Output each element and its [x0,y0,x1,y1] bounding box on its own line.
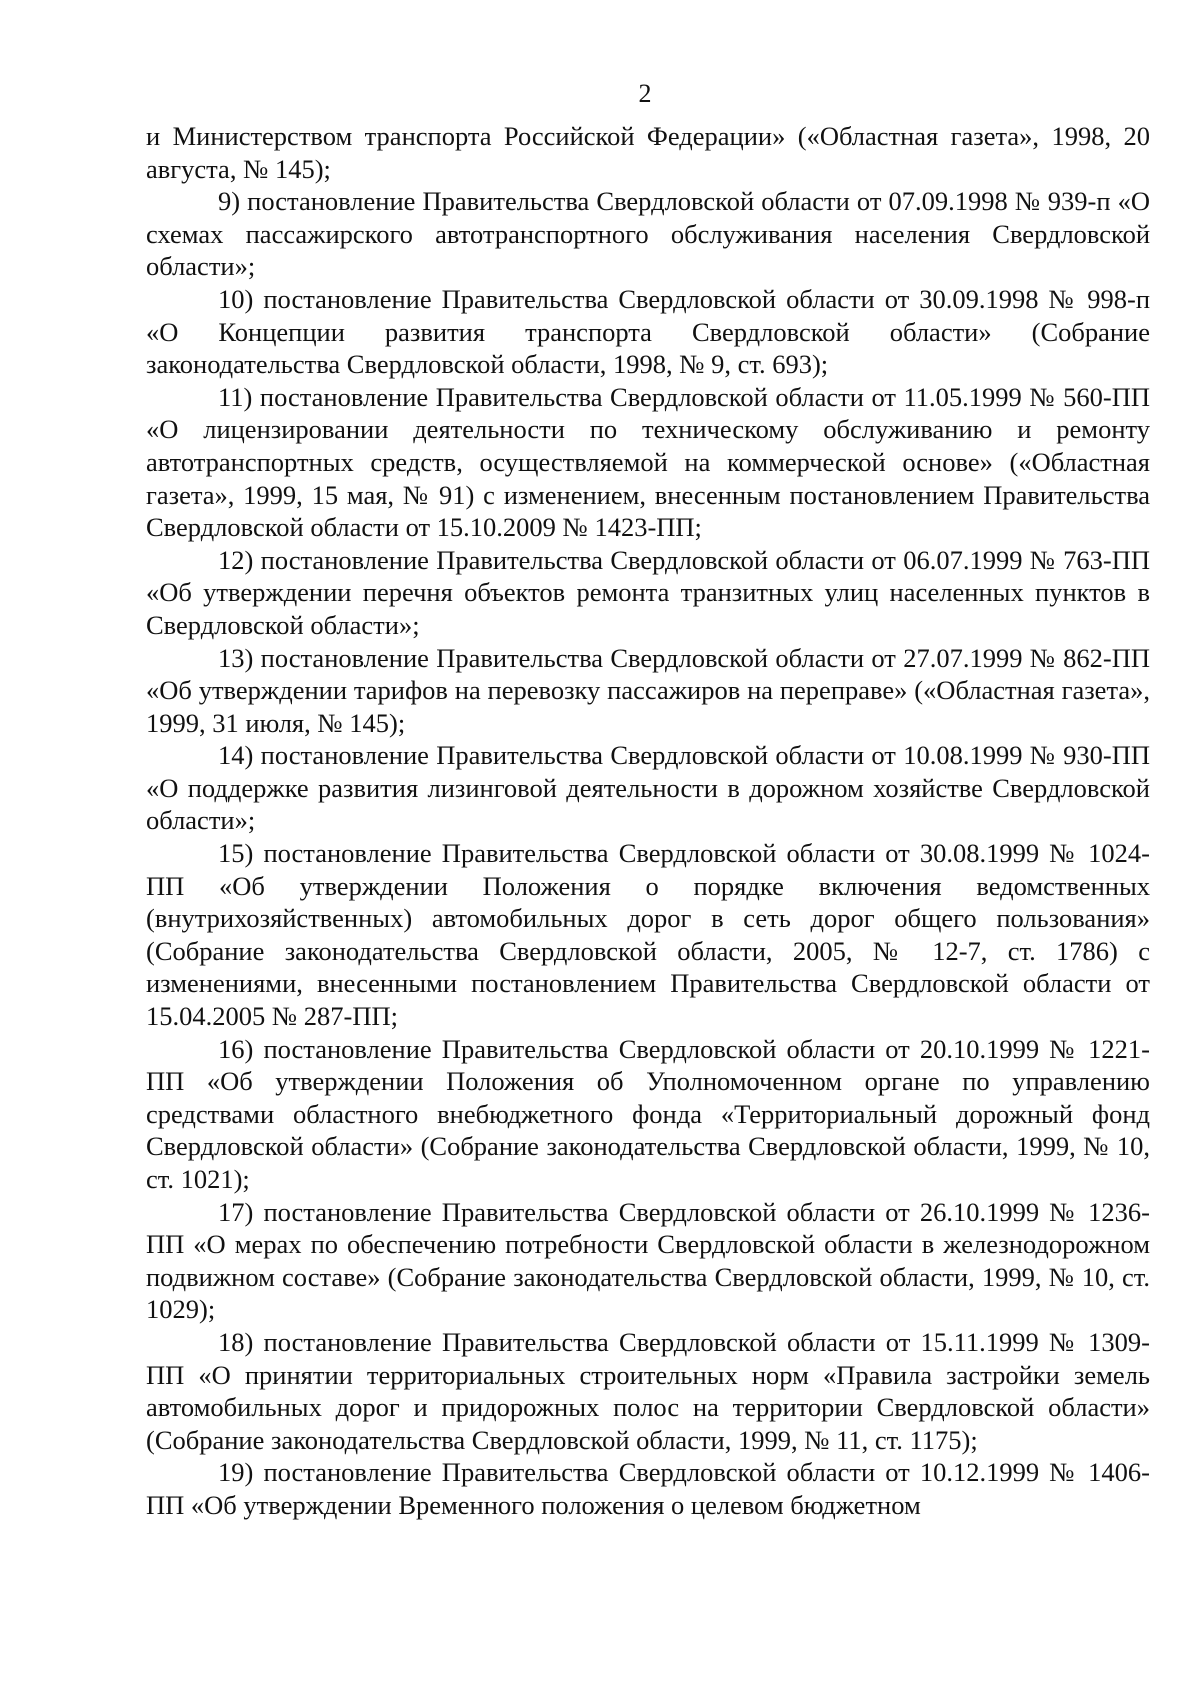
list-item-17: 17) постановление Правительства Свердловской области от 26.10.1999 № 1236-ПП «О мерах по обеспечению потребности Свердловской области в железнодорожном подвижном составе» (Собрание законодательства Свердловской области, 1999, № 10, ст. 1029); [146,1196,1150,1325]
list-item-9: 9) постановление Правительства Свердловской области от 07.09.1998 № 939-п «О схемах пассажирского автотранспортного обслуживания населения Свердловской области»; [146,186,1150,282]
document-body [146,120,1150,1522]
list-item-11: 11) постановление Правительства Свердловской области от 11.05.1999 № 560-ПП «О лицензировании деятельности по техническому обслуживанию и ремонту автотранспортных средств, осуществляемой на коммерческой основе» («Областная газета», 1999, 15 мая, № 91) с изменением, внесенным постановлением Правительства Свердловской области от 15.10.2009 № 1423-ПП; [146,381,1150,543]
list-item-14: 14) постановление Правительства Свердловской области от 10.08.1999 № 930-ПП «О поддержке развития лизинговой деятельности в дорожном хозяйстве Свердловской области»; [146,740,1150,836]
list-item-13: 13) постановление Правительства Свердловской области от 27.07.1999 № 862-ПП «Об утверждении тарифов на перевозку пассажиров на переправе» («Областная газета», 1999, 31 июля, № 145); [146,642,1150,738]
paragraph-continuation: и Министерством транспорта Российской Федерации» («Областная газета», 1998, 20 августа, № 145); [146,121,1150,184]
list-item-16: 16) постановление Правительства Свердловской области от 20.10.1999 № 1221-ПП «Об утверждении Положения об Уполномоченном органе по управлению средствами областного внебюджетного фонда «Территориальный дорожный фонд Свердловской области» (Собрание законодательства Свердловской области, 1999, № 10, ст. 1021); [146,1033,1150,1194]
list-item-10: 10) постановление Правительства Свердловской области от 30.09.1998 № 998-п «О Концепции развития транспорта Свердловской области» (Собрание законодательства Свердловской области, 1998, № 9, ст. 693); [146,283,1150,380]
list-item-15: 15) постановление Правительства Свердловской области от 30.08.1999 № 1024-ПП «Об утверждении Положения о порядке включения ведомственных (внутрихозяйственных) автомобильных дорог в сеть дорог общего пользования» (Собрание законодательства Свердловской области, 2005, № 12-7, ст. 1786) с изменениями, внесенными постановлением Правительства Свердловской области от 15.04.2005 № 287-ПП; [146,838,1150,1032]
list-item-19: 19) постановление Правительства Свердловской области от 10.12.1999 № 1406-ПП «Об утверждении Временного положения о целевом бюджетном [146,1457,1150,1520]
list-item-12: 12) постановление Правительства Свердловской области от 06.07.1999 № 763-ПП «Об утверждении перечня объектов ремонта транзитных улиц населенных пунктов в Свердловской области»; [146,544,1150,640]
page-number: 2 [638,79,652,108]
list-item-18: 18) постановление Правительства Свердловской области от 15.11.1999 № 1309-ПП «О принятии территориальных строительных норм «Правила застройки земель автомобильных дорог и придорожных полос на территории Свердловской области» (Собрание законодательства Свердловской области, 1999, № 11, ст. 1175); [146,1326,1150,1455]
